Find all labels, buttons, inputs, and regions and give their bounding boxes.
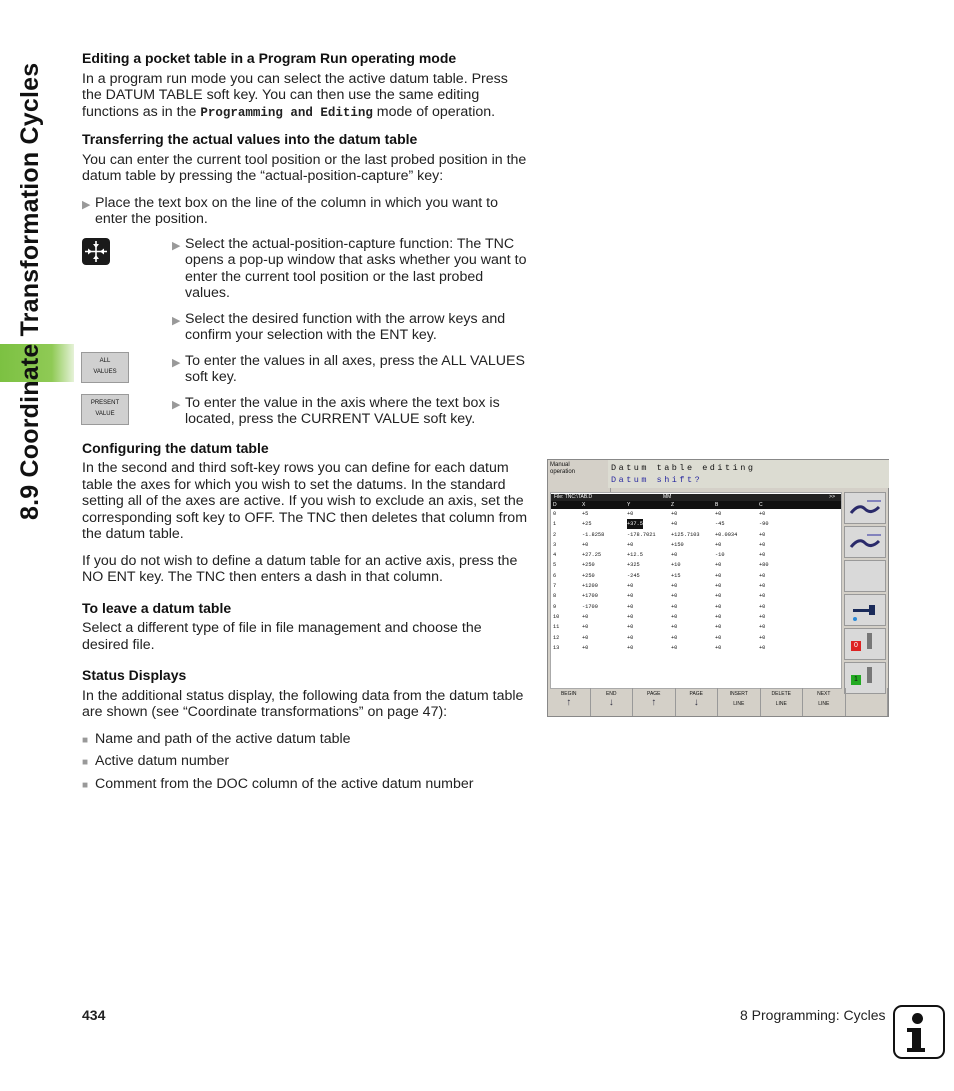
page-number: 434	[82, 1007, 106, 1023]
vertical-softkeys	[844, 492, 886, 688]
step-arrow-icon: ▶	[172, 356, 181, 369]
table-cell: +0	[671, 593, 678, 600]
table-cell: 1	[553, 521, 557, 528]
table-row[interactable]	[551, 622, 841, 632]
all-values-softkey: ALL VALUES	[81, 352, 129, 383]
table-cell: -1700	[582, 603, 598, 610]
table-cell: +0	[715, 511, 722, 517]
present-value-softkey: PRESENT VALUE	[81, 394, 129, 425]
table-row[interactable]	[551, 643, 841, 653]
table-cell: +0	[627, 634, 634, 641]
table-cell: -1.8258	[582, 531, 605, 538]
table-cell: +0	[671, 634, 678, 641]
coolant-icon[interactable]	[844, 594, 886, 626]
table-cell: +0	[671, 521, 678, 528]
table-cell: +0	[759, 511, 766, 517]
table-cell: +0	[582, 644, 589, 651]
instruction-step: ▶ Select the desired function with the arrow keys and confirm your selection with the ENT key.	[172, 310, 506, 343]
table-cell: +0	[671, 511, 678, 517]
table-cell: 10	[553, 613, 560, 620]
table-cell: +0	[759, 644, 766, 651]
table-cell: +0	[582, 624, 589, 631]
table-cell: +125.7103	[671, 531, 700, 538]
table-cell: 13	[553, 644, 560, 651]
square-bullet-icon: ■	[82, 757, 89, 768]
softkey-4[interactable]: INSERT LINE	[718, 688, 761, 716]
table-cell: +0	[582, 541, 589, 548]
list-item: ■ Name and path of the active datum table	[82, 731, 527, 750]
table-cell: +0	[759, 624, 766, 631]
table-cell: +0	[627, 583, 634, 590]
paragraph: If you do not wish to define a datum table for an active axis, press the NO ENT key. The TNC then enters a dash in that column.	[82, 552, 518, 585]
step-arrow-icon: ▶	[82, 198, 91, 211]
paragraph: In the second and third soft-key rows you can define for each datum table the axes for which you wish to set the datums. In the standard setting all of the axes are active. If you wish to exclude an axis, set the corresponding soft key to OFF. The TNC then deletes that column from the datum table.	[82, 460, 528, 542]
table-cell: +15	[671, 572, 681, 579]
table-cell: +80	[759, 562, 769, 569]
table-cell: +0	[671, 603, 678, 610]
section-heading: Transferring the actual values into the datum table	[82, 131, 418, 147]
table-cell: +0.0034	[715, 531, 738, 538]
table-cell: +0	[715, 562, 722, 569]
file-bar: File: TNC:\TAB.D MM >>	[551, 494, 841, 501]
paragraph: Select a different type of file in file management and choose the desired file.	[82, 620, 482, 653]
square-bullet-icon: ■	[82, 734, 89, 746]
table-cell: +0	[759, 583, 766, 590]
table-cell: +0	[671, 644, 678, 651]
datum-table	[550, 492, 842, 689]
footer-chapter: 8 Programming: Cycles	[740, 1007, 886, 1023]
table-cell: +0	[627, 613, 634, 620]
table-cell: 6	[553, 572, 557, 579]
table-cell: +0	[759, 603, 766, 610]
softkey-6[interactable]: NEXT LINE	[803, 688, 846, 716]
tnc-screenshot	[547, 459, 889, 717]
table-cell: +0	[671, 583, 678, 590]
table-cell: +0	[759, 541, 766, 548]
section-heading: Status Displays	[82, 667, 187, 683]
table-cell: +0	[627, 644, 634, 651]
table-cell: +0	[715, 572, 722, 579]
table-row[interactable]	[551, 519, 841, 529]
table-cell: +0	[759, 613, 766, 620]
table-row[interactable]	[551, 612, 841, 622]
table-row[interactable]	[551, 509, 841, 519]
table-cell: +325	[627, 562, 640, 569]
table-cell: +0	[715, 634, 722, 641]
square-bullet-icon: ■	[82, 779, 89, 791]
horizontal-softkeys	[548, 688, 888, 716]
table-cell: -90	[759, 521, 769, 528]
table-cell: 9	[553, 603, 557, 610]
list-item: ■ Active datum number	[82, 753, 527, 772]
table-header: D X Y Z B C	[551, 501, 841, 509]
table-cell: +0	[671, 552, 678, 559]
softkey-7[interactable]	[846, 688, 889, 716]
softkey-0[interactable]: BEGIN ↑	[548, 688, 591, 716]
table-cell: -245	[627, 572, 640, 579]
table-cell: +0	[759, 593, 766, 600]
table-cell: +0	[715, 624, 722, 631]
paragraph: In the additional status display, the following data from the datum table are shown (see “Coordinate transformations” on page 47):	[82, 687, 524, 720]
table-row[interactable]	[551, 530, 841, 540]
softkey-arrow-icon: ↑	[651, 697, 657, 708]
section-heading: To leave a datum table	[82, 599, 232, 616]
table-cell: +0	[582, 613, 589, 620]
actual-position-capture-key-icon	[82, 238, 110, 265]
table-cell: +0	[715, 644, 722, 651]
table-cell: +250	[582, 572, 595, 579]
table-cell: +12.5	[627, 552, 643, 559]
table-cell: +0	[627, 624, 634, 631]
softkey-1[interactable]: END ↓	[591, 688, 634, 716]
table-cell: -10	[715, 552, 725, 559]
table-cell: +0	[759, 552, 766, 559]
main-content	[82, 50, 527, 798]
table-cell: +0	[715, 583, 722, 590]
table-cell: +0	[715, 603, 722, 610]
table-cell: +0	[582, 634, 589, 641]
table-cell: +27.25	[582, 552, 602, 559]
softkey-2[interactable]: PAGE ↑	[633, 688, 676, 716]
softkey-3[interactable]: PAGE ↓	[676, 688, 719, 716]
table-cell: +150	[671, 541, 684, 548]
blank-softkey[interactable]	[844, 560, 886, 592]
table-row[interactable]	[551, 602, 841, 612]
table-cell: 2	[553, 531, 557, 538]
paragraph: In a program run mode you can select the active datum table. Press the DATUM TABLE soft key. You can then use the same editing functions as in the Programming and Editing mode of operation.	[82, 70, 508, 120]
table-cell: +1200	[582, 583, 598, 590]
table-cell: +250	[582, 562, 595, 569]
table-cell: +5	[582, 511, 589, 517]
table-row[interactable]	[551, 581, 841, 591]
table-row[interactable]	[551, 571, 841, 581]
table-cell: 12	[553, 634, 560, 641]
table-row[interactable]	[551, 540, 841, 550]
table-cell: +0	[715, 613, 722, 620]
section-heading: Configuring the datum table	[82, 439, 269, 456]
table-cell: +0	[627, 511, 634, 517]
table-cell: +10	[671, 562, 681, 569]
table-row[interactable]	[551, 633, 841, 643]
table-row[interactable]	[551, 550, 841, 560]
list-item: ■ Comment from the DOC column of the active datum number	[82, 776, 527, 795]
table-cell: +0	[671, 613, 678, 620]
table-cell: 3	[553, 541, 557, 548]
table-cell: 8	[553, 593, 557, 600]
table-cell: 7	[553, 583, 557, 590]
section-heading: Editing a pocket table in a Program Run operating mode	[82, 50, 457, 66]
table-row[interactable]	[551, 591, 841, 601]
table-cell: 11	[553, 624, 560, 631]
table-cell: +0	[627, 593, 634, 600]
table-cell: -178.7021	[627, 531, 656, 538]
table-cell: +37.5	[627, 521, 643, 528]
datum-shift-left-icon[interactable]	[844, 492, 886, 524]
instruction-step: ▶ Place the text box on the line of the column in which you want to enter the position.	[82, 194, 499, 227]
softkey-arrow-icon: ↓	[608, 697, 614, 708]
operating-mode: Manual operation	[548, 460, 611, 492]
table-cell: +0	[715, 593, 722, 600]
step-arrow-icon: ▶	[172, 314, 181, 327]
table-cell: +1700	[582, 593, 598, 600]
table-cell: 5	[553, 562, 557, 569]
info-icon	[893, 1005, 945, 1059]
step-arrow-icon: ▶	[172, 398, 181, 411]
table-cell: +25	[582, 521, 592, 528]
table-cell: +0	[759, 634, 766, 641]
table-cell: +0	[759, 572, 766, 579]
table-cell: +0	[715, 541, 722, 548]
softkey-5[interactable]: DELETE LINE	[761, 688, 804, 716]
paragraph: You can enter the current tool position or the last probed position in the datum table by pressing the “actual-position-capture” key:	[82, 151, 527, 184]
table-cell: 0	[553, 511, 557, 517]
spindle-off-icon[interactable]: 0	[844, 628, 886, 660]
datum-shift-right-icon[interactable]	[844, 526, 886, 558]
instruction-step: ▶ To enter the value in the axis where the text box is located, press the CURRENT VALUE soft key.	[172, 394, 500, 427]
spindle-on-icon[interactable]: 1	[844, 662, 886, 694]
table-cell: +0	[759, 531, 766, 538]
instruction-step: ▶ Select the actual-position-capture function: The TNC opens a pop-up window that asks whether you want to enter the current tool position or the last probed values.	[172, 235, 527, 301]
table-cell: -45	[715, 521, 725, 528]
table-cell: +0	[627, 603, 634, 610]
step-arrow-icon: ▶	[172, 239, 181, 252]
softkey-arrow-icon: ↑	[566, 697, 572, 708]
softkey-arrow-icon: ↓	[693, 697, 699, 708]
screen-title: Datum table editing Datum shift?	[608, 460, 889, 488]
instruction-step: ▶ To enter the values in all axes, press the ALL VALUES soft key.	[172, 352, 525, 385]
table-cell: 4	[553, 552, 557, 559]
table-row[interactable]	[551, 560, 841, 570]
table-cell: +0	[671, 624, 678, 631]
table-cell: +0	[627, 541, 634, 548]
